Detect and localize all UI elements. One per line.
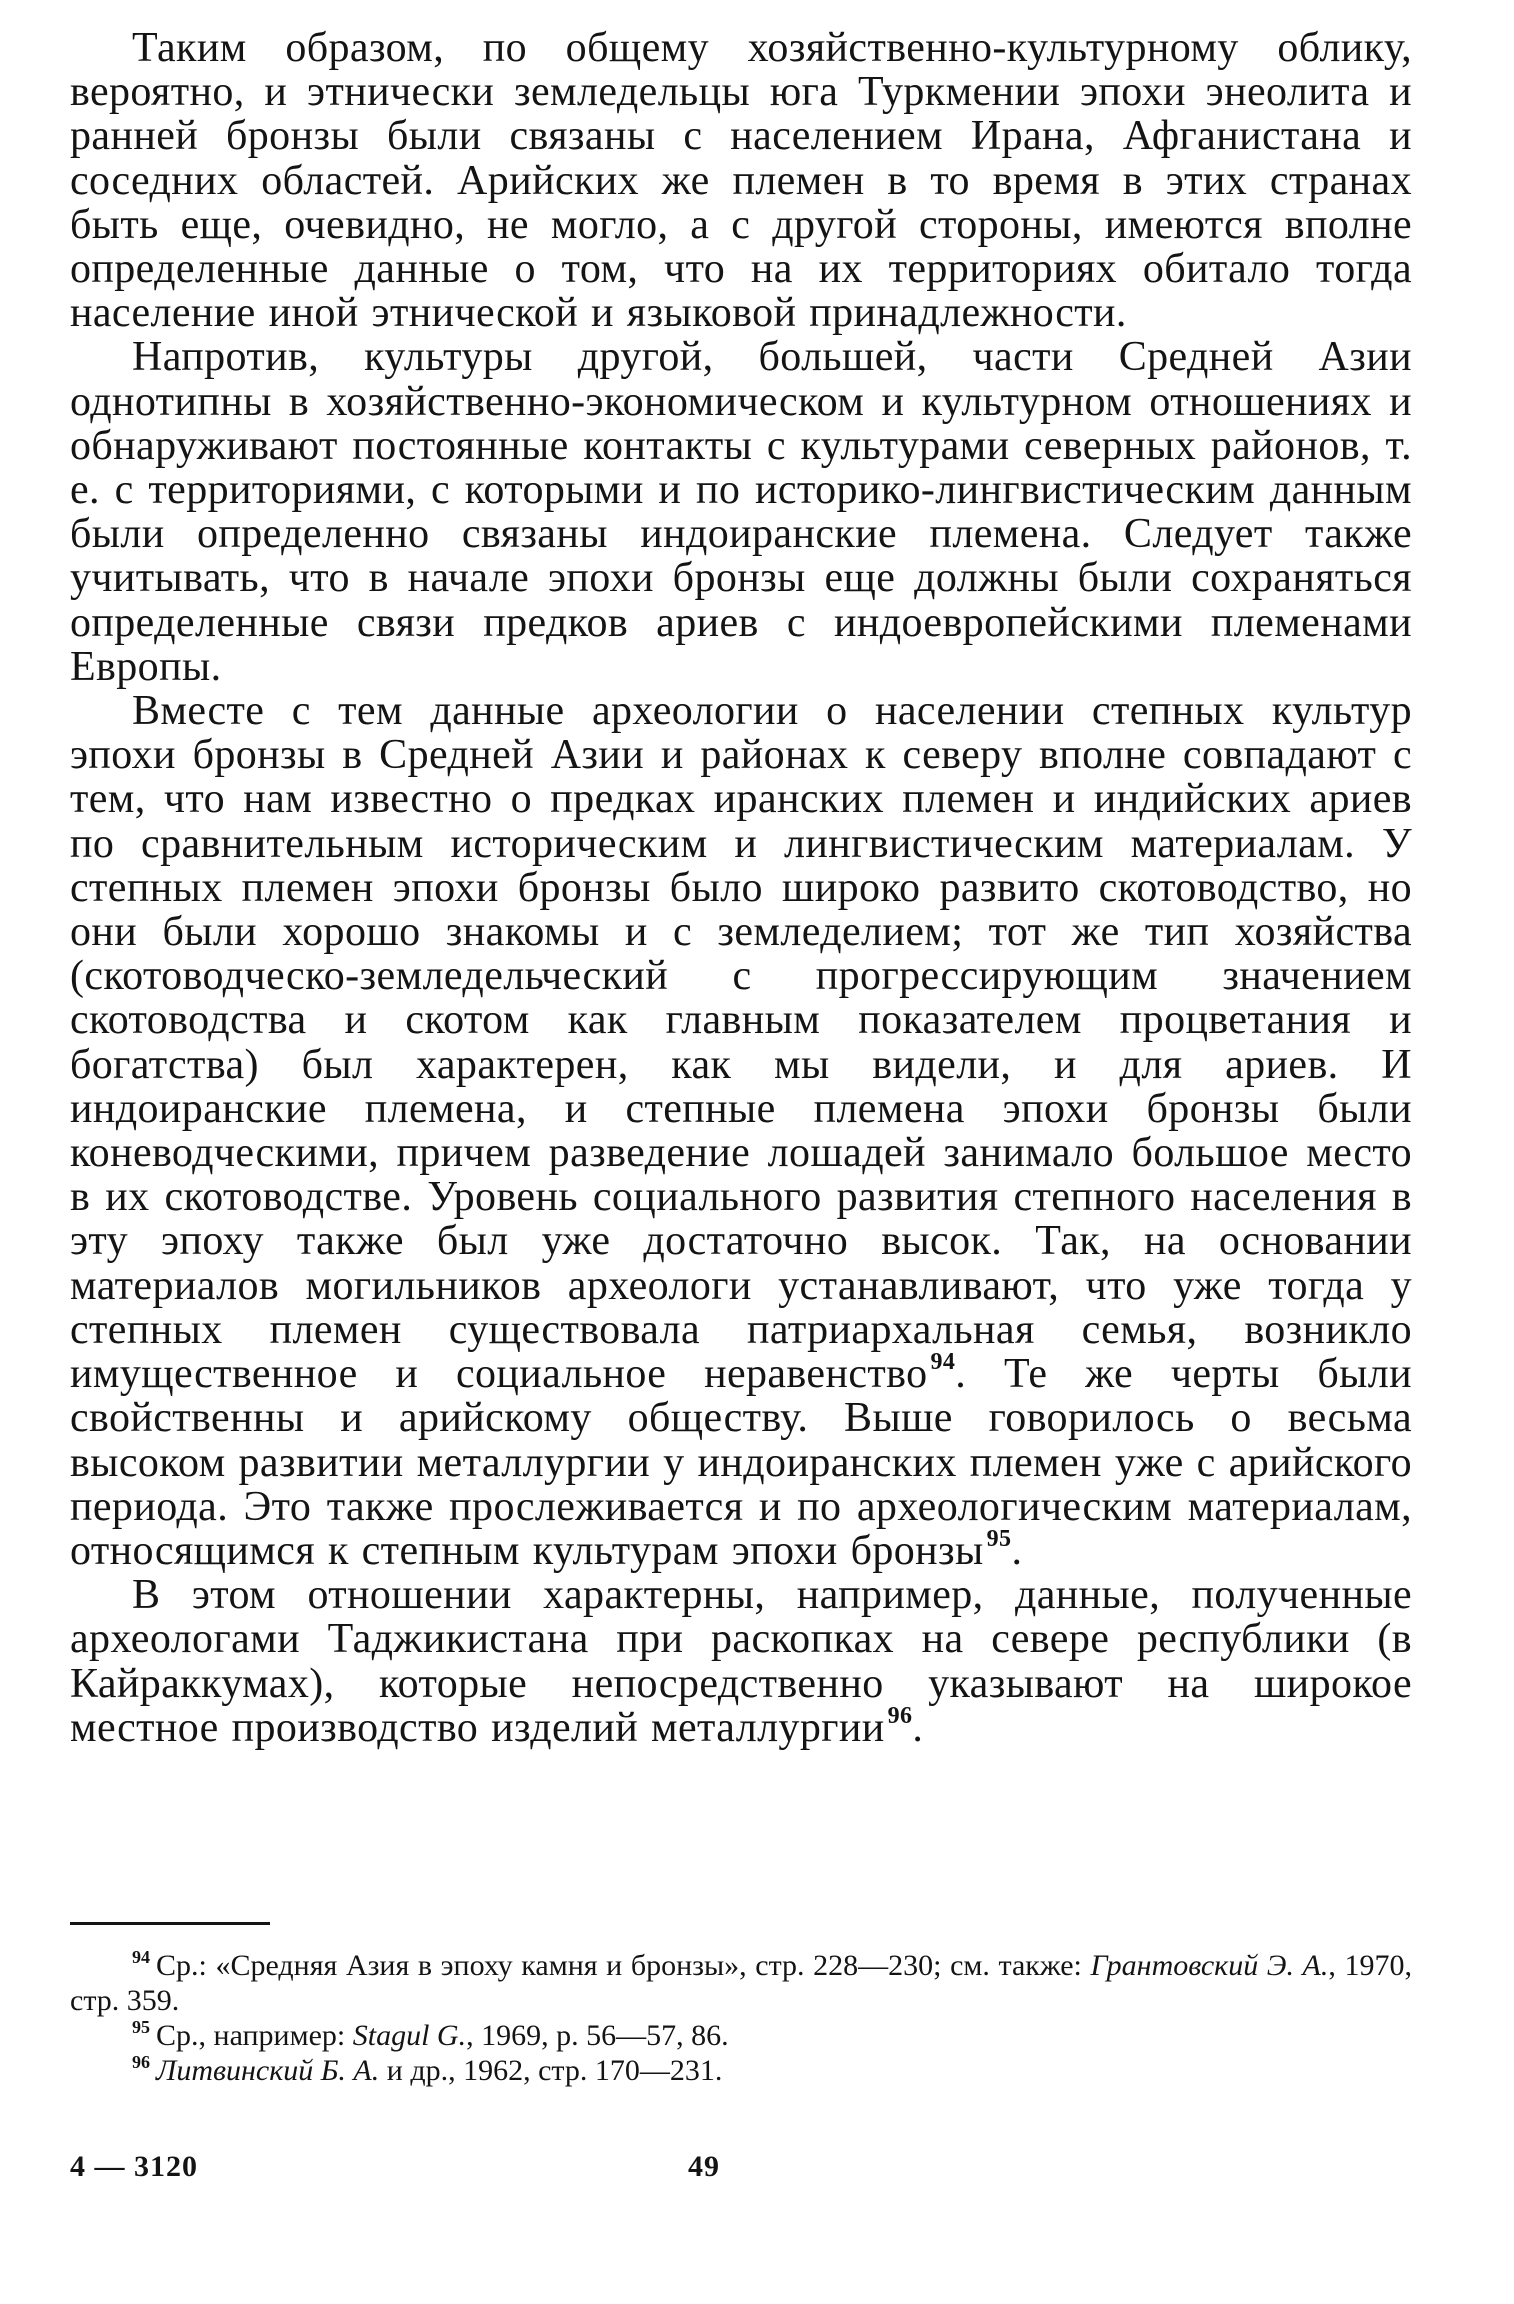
paragraph-4-text: В этом отношении характерны, например, данные, полученные археологами Таджикистана при раскопках на севере республики (в Кайраккумах), которые непосредственно указывают на широкое местное производство изделий металлургии	[70, 1572, 1412, 1751]
main-text	[70, 26, 1412, 1750]
footnote-95-text: Ср., например:	[156, 2019, 353, 2052]
footnote-96	[70, 2053, 1412, 2088]
printer-signature: 4 — 3120	[70, 2150, 198, 2183]
page-number: 49	[688, 2150, 720, 2183]
footnote-96-author: Литвинский Б. А.	[156, 2054, 380, 2087]
footnotes	[70, 1948, 1412, 2088]
footnote-ref-94: 94	[930, 1349, 956, 1376]
footnote-94-number: 94	[132, 1947, 150, 1967]
paragraph-2: Напротив, культуры другой, большей, части Средней Азии однотипны в хозяйственно-экономическом и культурном отношениях и обнаруживают постоянные контакты с культурами северных районов, т. е. с территориями, с которыми и по историко-лингвистическим данным были определенно связаны индоиранские племена. Следует также учитывать, что в начале эпохи бронзы еще должны были сохраняться определенные связи предков ариев с индоевропейскими племенами Европы.	[70, 334, 1412, 690]
footnote-94-rest: , 1970, стр. 359.	[70, 1949, 1412, 2017]
footnote-95-author: Stagul G.	[352, 2019, 467, 2052]
footnote-95	[70, 2018, 1412, 2053]
paragraph-3	[70, 689, 1412, 1573]
footnote-rule	[70, 1922, 270, 1925]
paragraph-1: Таким образом, по общему хозяйственно-культурному облику, вероятно, и этнически земледельцы юга Туркмении эпохи энеолита и ранней бронзы были связаны с населением Ирана, Афганистана и соседних областей. Арийских же племен в то время в этих странах быть еще, очевидно, не могло, а с другой стороны, имеются вполне определенные данные о том, что на их территориях обитало тогда население иной этнической и языковой принадлежности.	[70, 25, 1412, 337]
footnote-95-rest: , 1969, p. 56—57, 86.	[466, 2019, 729, 2052]
footnote-ref-96: 96	[887, 1702, 913, 1729]
footnote-94-author: Грантовский Э. А.	[1090, 1949, 1329, 1982]
paragraph-3-text-b: . Те же черты были свойственны и арийскому обществу. Выше говорилось о весьма высоком развитии металлургии у индоиранских племен уже с арийского периода. Это также прослеживается и по археологическим материалам, относящимся к степным культурам эпохи бронзы	[70, 1351, 1412, 1574]
paragraph-4	[70, 1573, 1412, 1750]
paragraph-3-text-c: .	[1011, 1527, 1023, 1574]
paragraph-3-text-a: Вместе с тем данные археологии о населении степных культур эпохи бронзы в Средней Азии и районах к северу вполне совпадают с тем, что нам известно о предках иранских племен и индийских ариев по сравнительным историческим и лингвистическим материалам. У степных племен эпохи бронзы было широко развито скотоводство, но они были хорошо знакомы и с земледелием; тот же тип хозяйства (скотоводческо-земледельческий с прогрессирующим значением скотоводства и скотом как главным показателем процветания и богатства) был характерен, как мы видели, и для ариев. И индоиранские племена, и степные племена эпохи бронзы были коневодческими, причем разведение лошадей занимало большое место в их скотоводстве. Уровень социального развития степного населения в эту эпоху также был уже достаточно высок. Так, на основании материалов могильников археологи устанавливают, что уже тогда у степных племен существовала патриархальная семья, возникло имущественное и социальное неравенство	[70, 688, 1412, 1398]
paragraph-4-end: .	[912, 1704, 924, 1751]
footnote-96-rest: и др., 1962, стр. 170—231.	[379, 2054, 723, 2087]
footnote-96-number: 96	[132, 2052, 150, 2072]
footnote-ref-95: 95	[986, 1525, 1012, 1552]
footnote-95-number: 95	[132, 2017, 150, 2037]
footnote-94	[70, 1948, 1412, 2018]
footnote-94-text: Ср.: «Средняя Азия в эпоху камня и бронзы», стр. 228—230; см. также:	[156, 1949, 1091, 1982]
